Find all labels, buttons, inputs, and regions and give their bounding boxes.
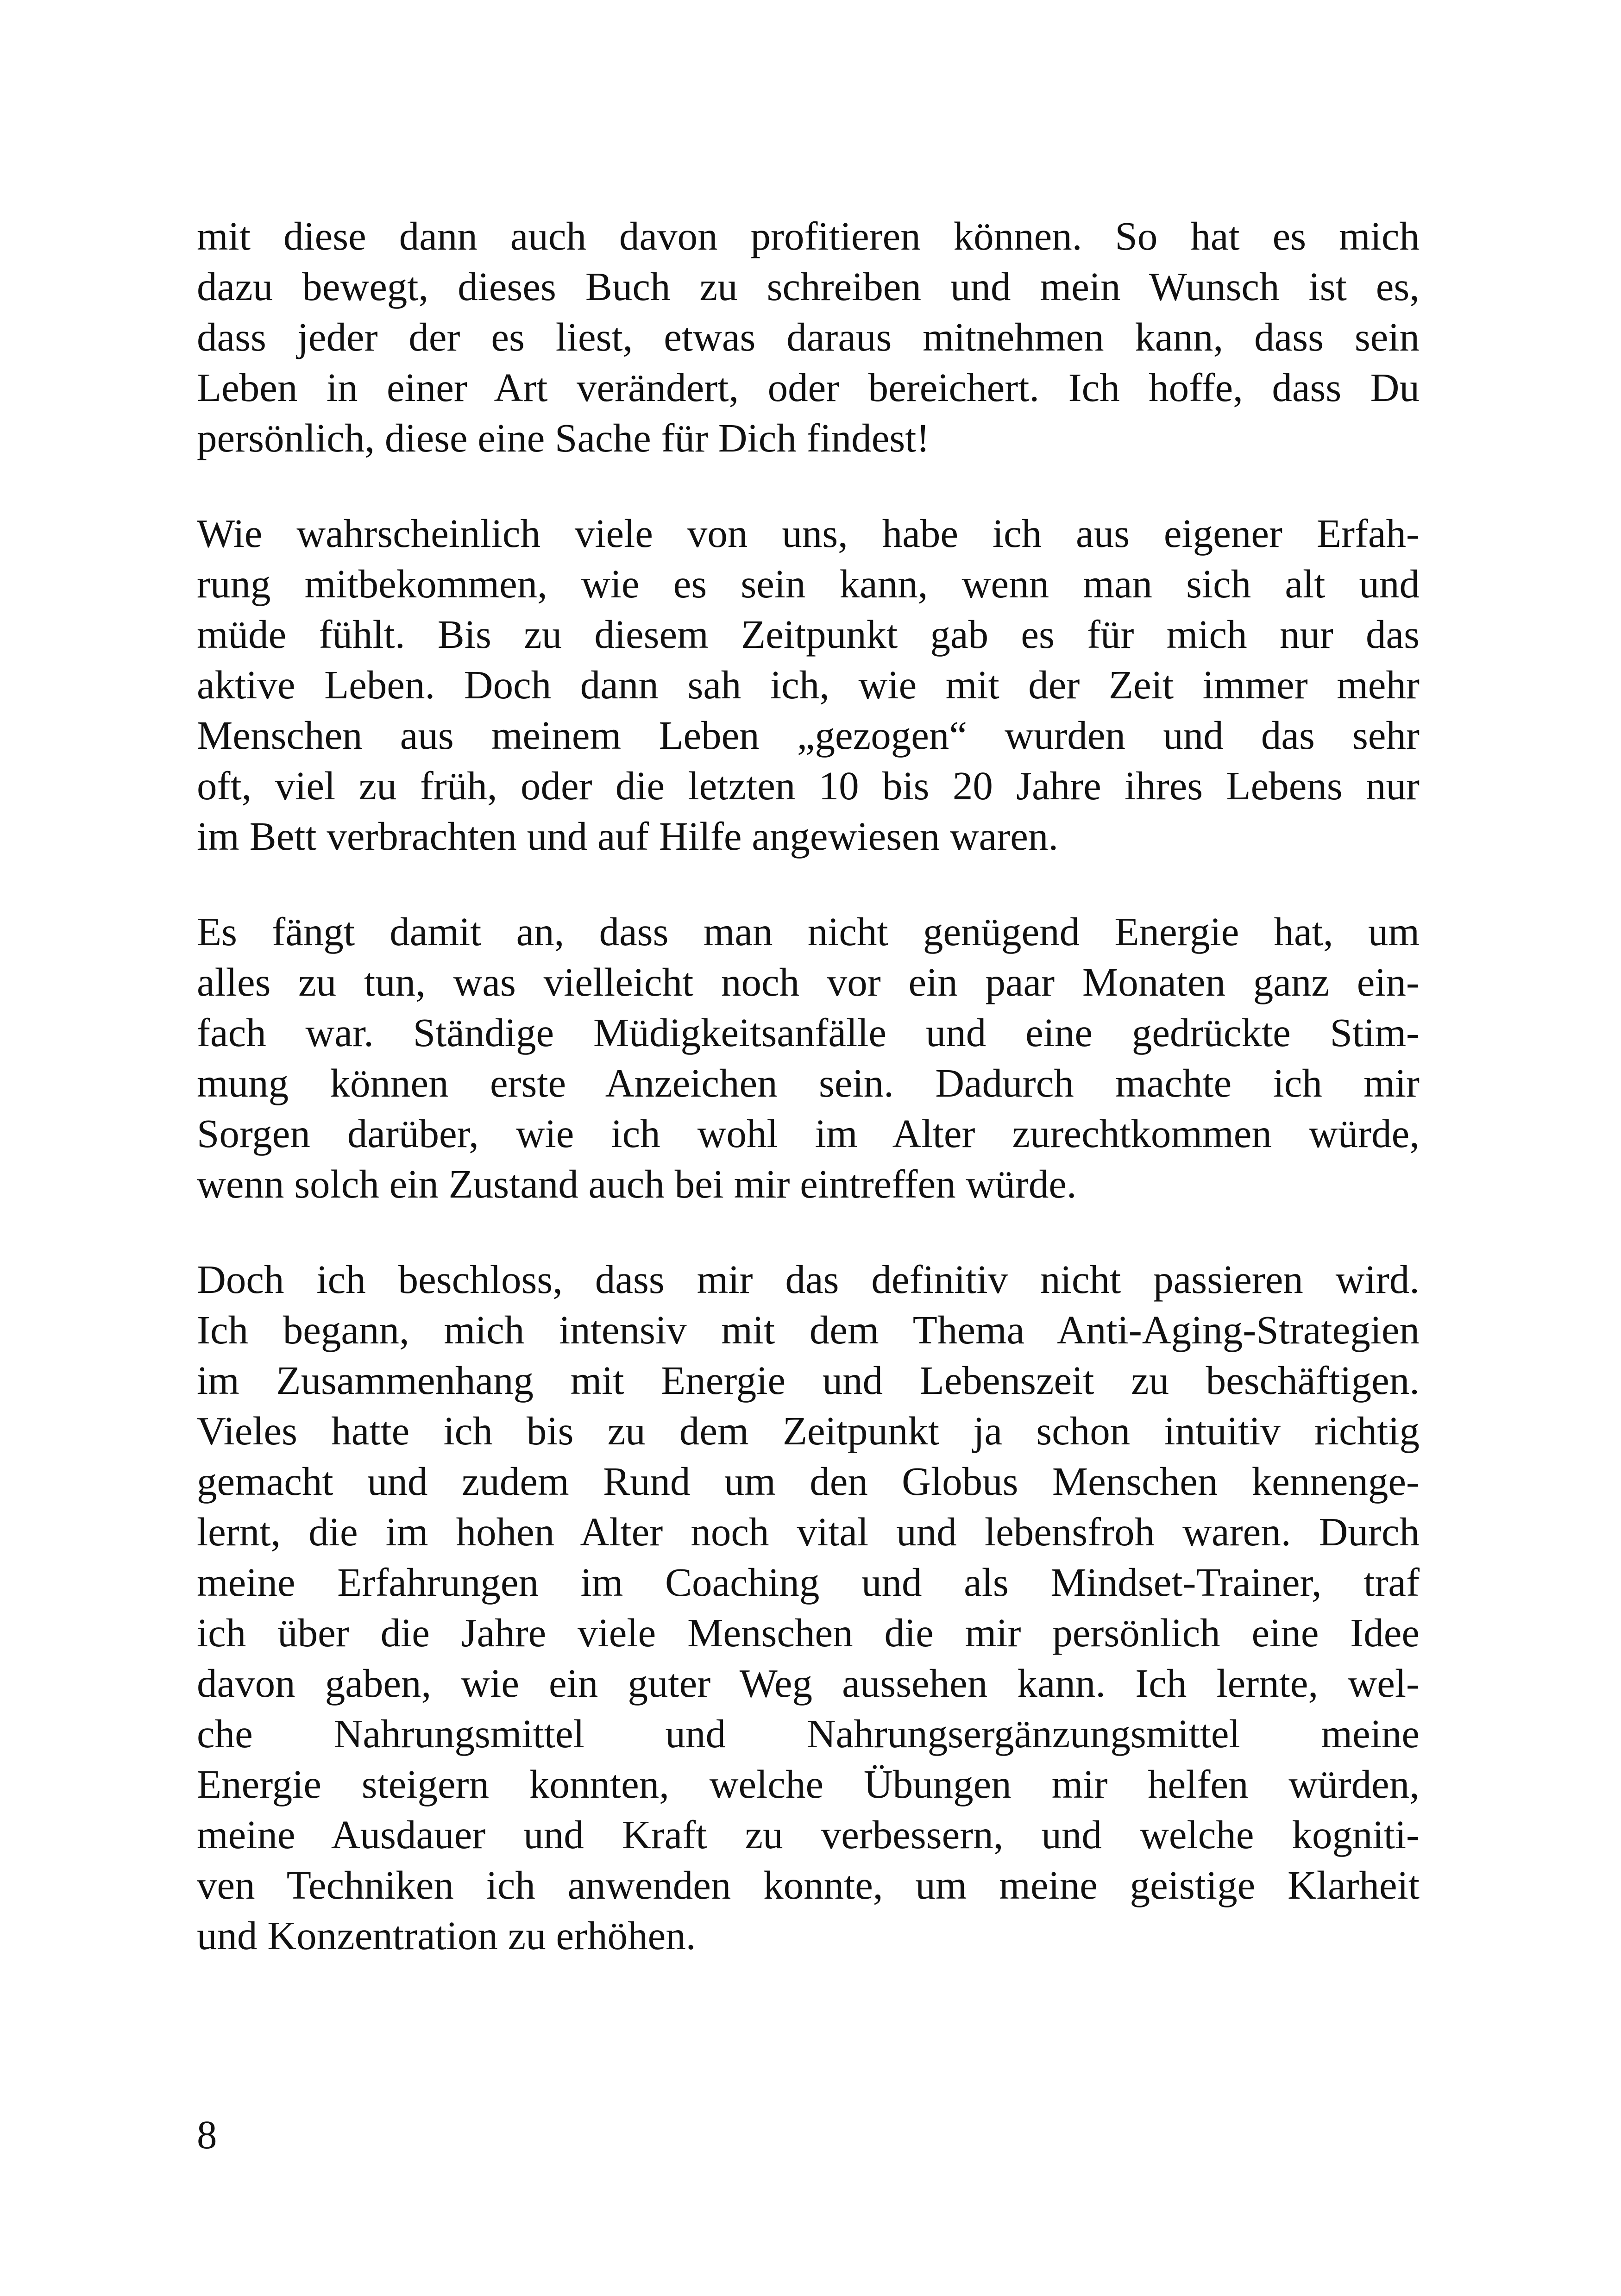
paragraph-1: [197, 211, 1420, 463]
paragraph-4: [197, 1254, 1420, 1961]
body-text: [197, 211, 1420, 2006]
text-line: Doch ich beschloss, dass mir das definitiv nicht passieren wird.: [197, 1257, 1420, 1302]
text-line: oft, viel zu früh, oder die letzten 10 bis 20 Jahre ihres Lebens nur: [197, 763, 1420, 808]
text-line: gemacht und zudem Rund um den Globus Menschen kennenge-: [197, 1459, 1420, 1504]
text-line: mit diese dann auch davon profitieren können. So hat es mich: [197, 213, 1420, 258]
text-line: meine Ausdauer und Kraft zu verbessern, und welche kogniti-: [197, 1812, 1420, 1857]
text-line: persönlich, diese eine Sache für Dich findest!: [197, 415, 930, 460]
text-line: che Nahrungsmittel und Nahrungsergänzungsmittel meine: [197, 1711, 1420, 1756]
text-line: alles zu tun, was vielleicht noch vor ein paar Monaten ganz ein-: [197, 960, 1420, 1004]
text-line: müde fühlt. Bis zu diesem Zeitpunkt gab es für mich nur das: [197, 612, 1420, 657]
text-line: ven Techniken ich anwenden konnte, um meine geistige Klarheit: [197, 1863, 1420, 1907]
paragraph-2: [197, 508, 1420, 861]
text-line: rung mitbekommen, wie es sein kann, wenn man sich alt und: [197, 561, 1420, 606]
text-line: Menschen aus meinem Leben „gezogen“ wurden und das sehr: [197, 713, 1420, 758]
paragraph-3: [197, 906, 1420, 1209]
page-number: 8: [197, 2112, 217, 2157]
text-line: Sorgen darüber, wie ich wohl im Alter zurechtkommen würde,: [197, 1111, 1420, 1156]
text-line: Vieles hatte ich bis zu dem Zeitpunkt ja schon intuitiv richtig: [197, 1408, 1420, 1453]
text-line: aktive Leben. Doch dann sah ich, wie mit der Zeit immer mehr: [197, 662, 1420, 707]
text-line: lernt, die im hohen Alter noch vital und lebensfroh waren. Durch: [197, 1509, 1420, 1554]
text-line: Leben in einer Art verändert, oder bereichert. Ich hoffe, dass Du: [197, 365, 1420, 410]
text-line: Ich begann, mich intensiv mit dem Thema Anti-Aging-Strategien: [197, 1307, 1420, 1352]
text-line: dazu bewegt, dieses Buch zu schreiben und mein Wunsch ist es,: [197, 264, 1420, 309]
text-line: dass jeder der es liest, etwas daraus mitnehmen kann, dass sein: [197, 314, 1420, 359]
text-line: Es fängt damit an, dass man nicht genügend Energie hat, um: [197, 909, 1420, 954]
text-line: und Konzentration zu erhöhen.: [197, 1913, 696, 1958]
text-line: wenn solch ein Zustand auch bei mir eintreffen würde.: [197, 1161, 1077, 1206]
text-line: im Zusammenhang mit Energie und Lebenszeit zu beschäftigen.: [197, 1358, 1420, 1403]
text-line: ich über die Jahre viele Menschen die mir persönlich eine Idee: [197, 1610, 1420, 1655]
text-line: meine Erfahrungen im Coaching und als Mindset-Trainer, traf: [197, 1560, 1420, 1605]
text-line: davon gaben, wie ein guter Weg aussehen kann. Ich lernte, wel-: [197, 1661, 1420, 1706]
text-line: Energie steigern konnten, welche Übungen mir helfen würden,: [197, 1762, 1420, 1807]
text-line: im Bett verbrachten und auf Hilfe angewiesen waren.: [197, 814, 1059, 859]
text-line: fach war. Ständige Müdigkeitsanfälle und eine gedrückte Stim-: [197, 1010, 1420, 1055]
text-line: Wie wahrscheinlich viele von uns, habe ich aus eigener Erfah-: [197, 511, 1420, 556]
text-line: mung können erste Anzeichen sein. Dadurch machte ich mir: [197, 1060, 1420, 1105]
